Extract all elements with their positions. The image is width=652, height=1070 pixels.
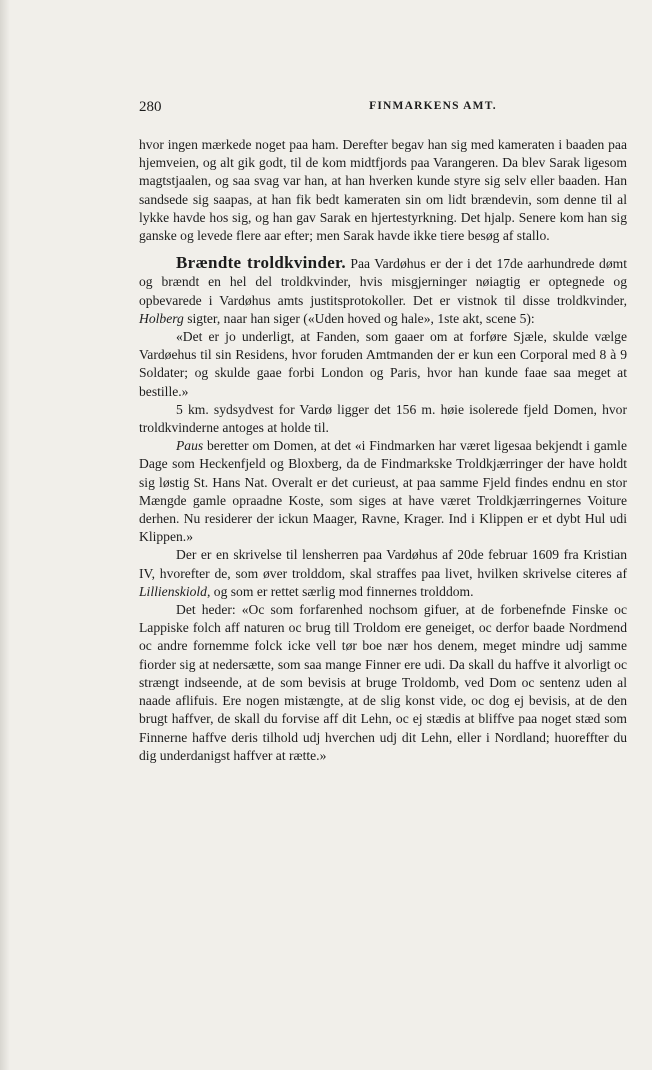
paragraph-5: [139, 437, 627, 546]
paragraph-5-text: beretter om Domen, at det «i Findmarken har været ligesaa bekjendt i gamle Dage som Heckenfjeld og Bloxberg, da de Findmarkske Troldkjærringer der have holdt sig løstig St. Hans Nat. Overalt er det curieust, at paa samme Fjeld findes endnu en stor Mængde gamle opraadne Koste, som siges at have været Troldkjærringernes Voiture derhen. Nu residerer der ickun Maager, Ravne, Krager. Ind i Klippen er et dybt Hul udi Klippen.»: [139, 438, 627, 545]
running-title: FINMARKENS AMT.: [369, 100, 497, 112]
body-text: [139, 136, 627, 765]
page-edge: [0, 0, 10, 1070]
paragraph-2: [139, 254, 627, 328]
paragraph-5-italic: Paus: [176, 438, 204, 454]
paragraph-3-quote: «Det er jo underligt, at Fanden, som gaaer om at forføre Sjæle, skulde vælge Vardøehus til sin Residens, hvor foruden Amtmanden der er kun een Corporal med 8 à 9 Soldater; og skulde gaae forbi London og Paris, hvor han kunde faae saa meget at bestille.»: [139, 329, 627, 399]
paragraph-7: Det heder: «Oc som forfarenhed nochsom gifuer, at de forbenefnde Finske oc Lappiske folch aff naturen oc brug till Troldom ere geneiget, oc derfor baade Nordmend oc andre fornemme folck icke vell tør boe nær hos denem, meget mindre udj samme fiorder sig at nedersætte, som saa mange Finner ere udi. Da skall du haffve it alvorligt oc strængt indseende, at de som bevisis at bruge Troldomb, ved Dom oc sentenz uden al naade aflifuis. Ere nogen mistængte, at de slig konst vide, oc dog ej bevisis, at de den brugt haffver, de skall du forvise aff dit Lehn, oc ej stædis at bliffve paa noget stæd som Finnerne haffve deris tilhold udj hverchen udj dit Lehn, eller i Nordland; huoreffter du dig underdanigst haffver at rætte.»: [139, 602, 627, 763]
paragraph-1: hvor ingen mærkede noget paa ham. Derefter begav han sig med kameraten i baaden paa hjemveien, og alt gik godt, til de kom midtfjords paa Varangeren. Da blev Sarak ligesom magtstjaalen, og saa svag var han, at han hverken kunde styre sig selv eller baaden. Han sandsede sig saapas, at han fik bedt kameraten sin om lidt brændevin, som denne til al lykke havde hos sig, og han gav Sarak en hjertestyrkning. Det hjalp. Senere kom han sig ganske og levede flere aar efter; men Sarak havde ikke tiere besøg af stallo.: [139, 137, 627, 244]
paragraph-6-italic: Lillienskiold: [139, 583, 207, 599]
paragraph-6-text-b: , og som er rettet særlig mod finnernes trolddom.: [206, 583, 474, 599]
page-header: [139, 99, 627, 121]
page-number: 280: [139, 99, 162, 115]
paragraph-6-text-a: Der er en skrivelse til lensherren paa Vardøhus af 20de februar 1609 fra Kristian IV, hvorefter de, som øver trolddom, skal straffes paa livet, hvilken skrivelse citeres af: [139, 547, 627, 581]
paragraph-2-text-b: sigter, naar han siger («Uden hoved og hale», 1ste akt, scene 5):: [183, 310, 535, 326]
paragraph-2-italic: Holberg: [139, 310, 184, 326]
paragraph-2-text-a: Paa Vardøhus er der i det 17de aarhundrede dømt og brændt en hel del troldkvinder, hvis misgjerninger nøiagtig er optegnede og opbevarede i Vardøhus amts justitsprotokoller. Det er vistnok til disse troldkvinder,: [139, 256, 627, 308]
paragraph-6: [139, 546, 627, 601]
section-heading: Brændte troldkvinder.: [176, 253, 346, 273]
paragraph-4: 5 km. sydsydvest for Vardø ligger det 156 m. høie isolerede fjeld Domen, hvor troldkvinderne antoges at holde til.: [139, 401, 627, 436]
